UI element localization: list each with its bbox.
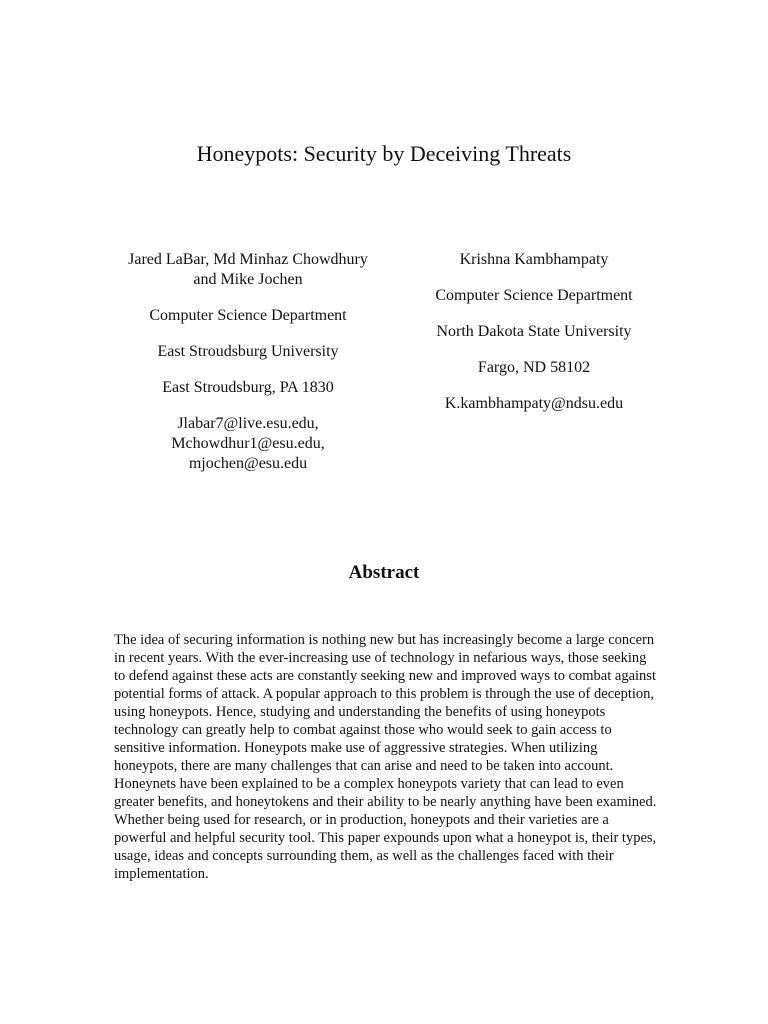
- paper-title: Honeypots: Security by Deceiving Threats: [196, 141, 572, 166]
- author-location-right: Fargo, ND 58102: [477, 359, 591, 376]
- abstract-heading: Abstract: [348, 562, 420, 583]
- author-university-right: North Dakota State University: [436, 323, 632, 340]
- author-names-right: Krishna Kambhampaty: [459, 251, 609, 268]
- author-names-left: Jared LaBar, Md Minhaz Chowdhury and Mike Jochen: [128, 251, 368, 288]
- author-emails-right: K.kambhampaty@ndsu.edu: [444, 395, 624, 412]
- author-block-left: [126, 250, 370, 490]
- author-block-right: [400, 250, 668, 430]
- author-department-left: Computer Science Department: [149, 307, 347, 324]
- author-department-right: Computer Science Department: [435, 287, 633, 304]
- author-emails-left: Jlabar7@live.esu.edu, Mchowdhur1@esu.edu, mjochen@esu.edu: [171, 415, 325, 472]
- abstract-body: The idea of securing information is nothing new but has increasingly become a large concern in recent years. With the ever-increasing use of technology in nefarious ways, those seeking to defend against these acts are constantly seeking new and improved ways to combat against potential forms of attack. A popular approach to this problem is through the use of deception, using honeypots. Hence, studying and understanding the benefits of using honeypots technology can greatly help to combat against those who would seek to gain access to sensitive information. Honeypots make use of aggressive strategies. When utilizing honeypots, there are many challenges that can arise and need to be taken into account. Honeynets have been explained to be a complex honeypots variety that can lead to even greater benefits, and honeytokens and their ability to be nearly anything have been examined. Whether being used for research, or in production, honeypots and their varieties are a powerful and helpful security tool. This paper expounds upon what a honeypot is, their types, usage, ideas and concepts surrounding them, as well as the challenges faced with their implementation.: [114, 632, 657, 882]
- author-location-left: East Stroudsburg, PA 1830: [162, 379, 334, 396]
- author-university-left: East Stroudsburg University: [157, 343, 339, 360]
